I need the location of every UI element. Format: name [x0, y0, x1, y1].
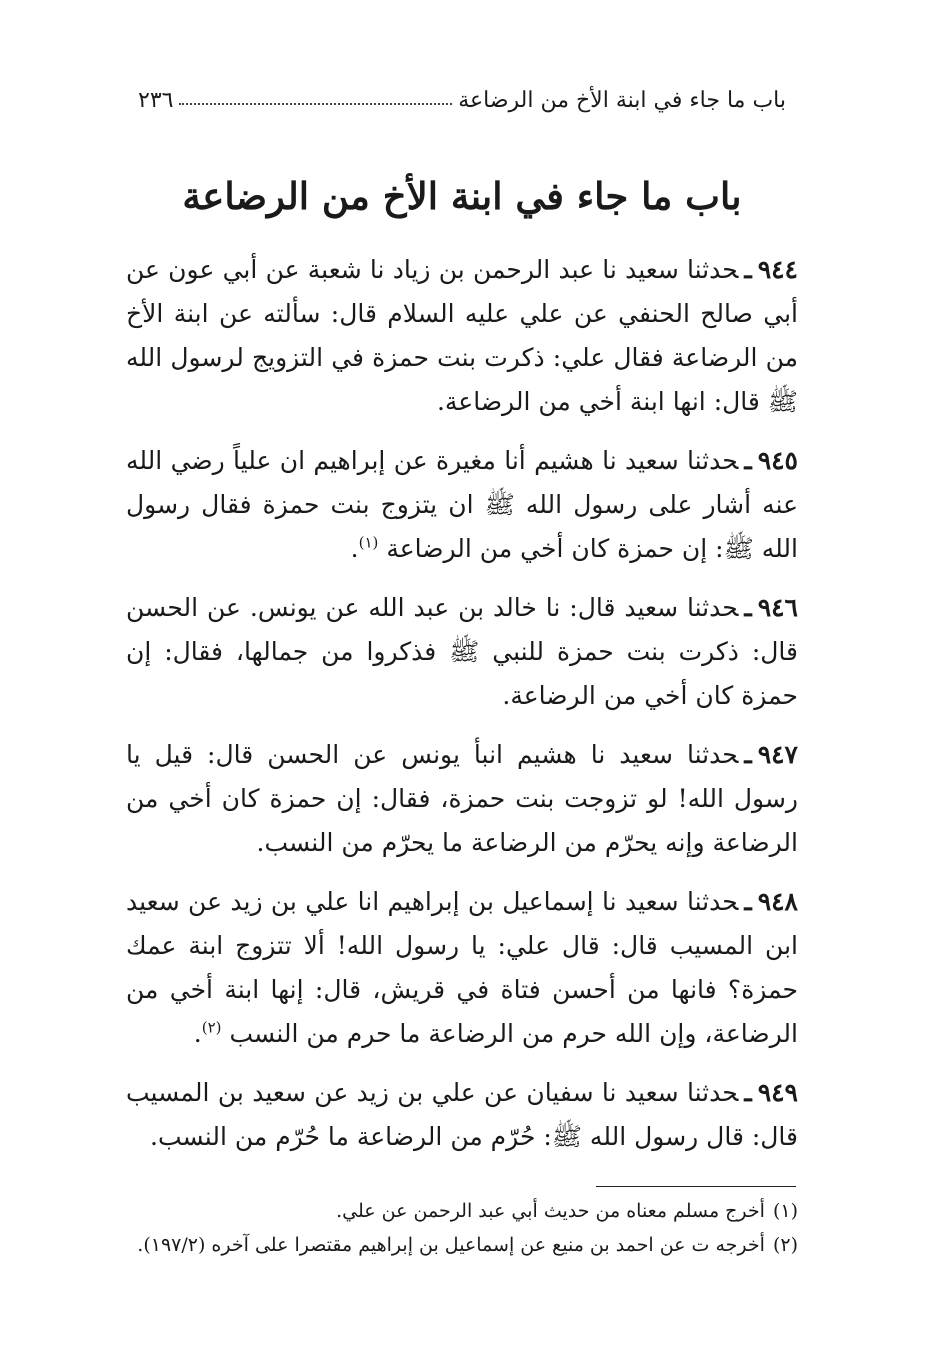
footnote-reference: (٢)	[201, 1018, 222, 1037]
footnote-divider	[596, 1186, 796, 1187]
hadith-entry	[126, 439, 798, 571]
hadith-dash: ـ	[744, 1078, 752, 1107]
hadith-text: حدثنا سعيد نا هشيم أنا مغيرة عن إبراهيم ان علياً رضي الله عنه أشار على رسول الله ﷺ ان يتزوج بنت حمزة فقال رسول الله ﷺ: إن حمزة كان أخي من الرضاعة	[126, 446, 798, 563]
hadith-entry	[126, 1071, 798, 1159]
hadith-text: حدثنا سعيد نا سفيان عن علي بن زيد عن سعيد بن المسيب قال: قال رسول الله ﷺ: حُرّم من الرضاعة ما حُرّم من النسب.	[126, 1078, 798, 1151]
hadith-tail: .	[350, 534, 359, 563]
hadith-entry	[126, 248, 798, 424]
hadith-dash: ـ	[744, 593, 752, 622]
hadith-text: حدثنا سعيد نا هشيم انبأ يونس عن الحسن قال: قيل يا رسول الله! لو تزوجت بنت حمزة، فقال: إن حمزة كان أخي من الرضاعة وإنه يحرّم من الرضاعة ما يحرّم من النسب.	[126, 740, 798, 857]
hadith-dash: ـ	[744, 740, 752, 769]
footnote-number: (٢)	[772, 1234, 798, 1256]
hadith-dash: ـ	[744, 446, 752, 475]
hadith-entry	[126, 733, 798, 865]
hadith-text: حدثنا سعيد نا إسماعيل بن إبراهيم انا علي بن زيد عن سعيد ابن المسيب قال: قال علي: يا رسول الله! ألا تتزوج ابنة عمك حمزة؟ فانها من أحسن فتاة في قريش، قال: إنها ابنة أخي من الرضاعة، وإن الله حرم من الرضاعة ما حرم من النسب	[126, 887, 798, 1048]
dotted-leader	[179, 103, 452, 105]
hadith-entry	[126, 880, 798, 1056]
footnote	[126, 1194, 798, 1228]
footnotes	[126, 1194, 798, 1262]
hadith-number: ٩٤٥	[757, 446, 798, 475]
hadith-text: حدثنا سعيد نا عبد الرحمن بن زياد نا شعبة عن أبي عون عن أبي صالح الحنفي عن علي عليه السلام قال: سألته عن ابنة الأخ من الرضاعة فقال علي: ذكرت بنت حمزة في التزويج لرسول الله ﷺ قال: انها ابنة أخي من الرضاعة.	[126, 255, 798, 416]
running-title: باب ما جاء في ابنة الأخ من الرضاعة	[458, 87, 786, 113]
footnote-reference: (١)	[358, 533, 379, 552]
footnote-text: أخرج مسلم معناه من حديث أبي عبد الرحمن عن علي.	[336, 1200, 765, 1222]
hadith-dash: ـ	[744, 255, 752, 284]
page-number: ٢٣٦	[138, 87, 174, 113]
hadith-text: حدثنا سعيد قال: نا خالد بن عبد الله عن يونس. عن الحسن قال: ذكرت بنت حمزة للنبي ﷺ فذكروا من جمالها، فقال: إن حمزة كان أخي من الرضاعة.	[126, 593, 798, 710]
hadith-number: ٩٤٤	[757, 255, 798, 284]
running-header	[128, 82, 796, 118]
hadith-list	[126, 248, 798, 1174]
hadith-tail: .	[193, 1019, 202, 1048]
hadith-entry	[126, 586, 798, 718]
footnote-text: أخرجه ت عن احمد بن منيع عن إسماعيل بن إبراهيم مقتصرا على آخره (١٩٧/٢).	[137, 1234, 765, 1256]
hadith-dash: ـ	[744, 887, 752, 916]
hadith-number: ٩٤٦	[757, 593, 798, 622]
hadith-number: ٩٤٧	[757, 740, 798, 769]
footnote-number: (١)	[772, 1200, 798, 1222]
chapter-title: باب ما جاء في ابنة الأخ من الرضاعة	[182, 174, 742, 218]
footnote	[126, 1228, 798, 1262]
hadith-number: ٩٤٨	[757, 887, 798, 916]
hadith-number: ٩٤٩	[757, 1078, 798, 1107]
